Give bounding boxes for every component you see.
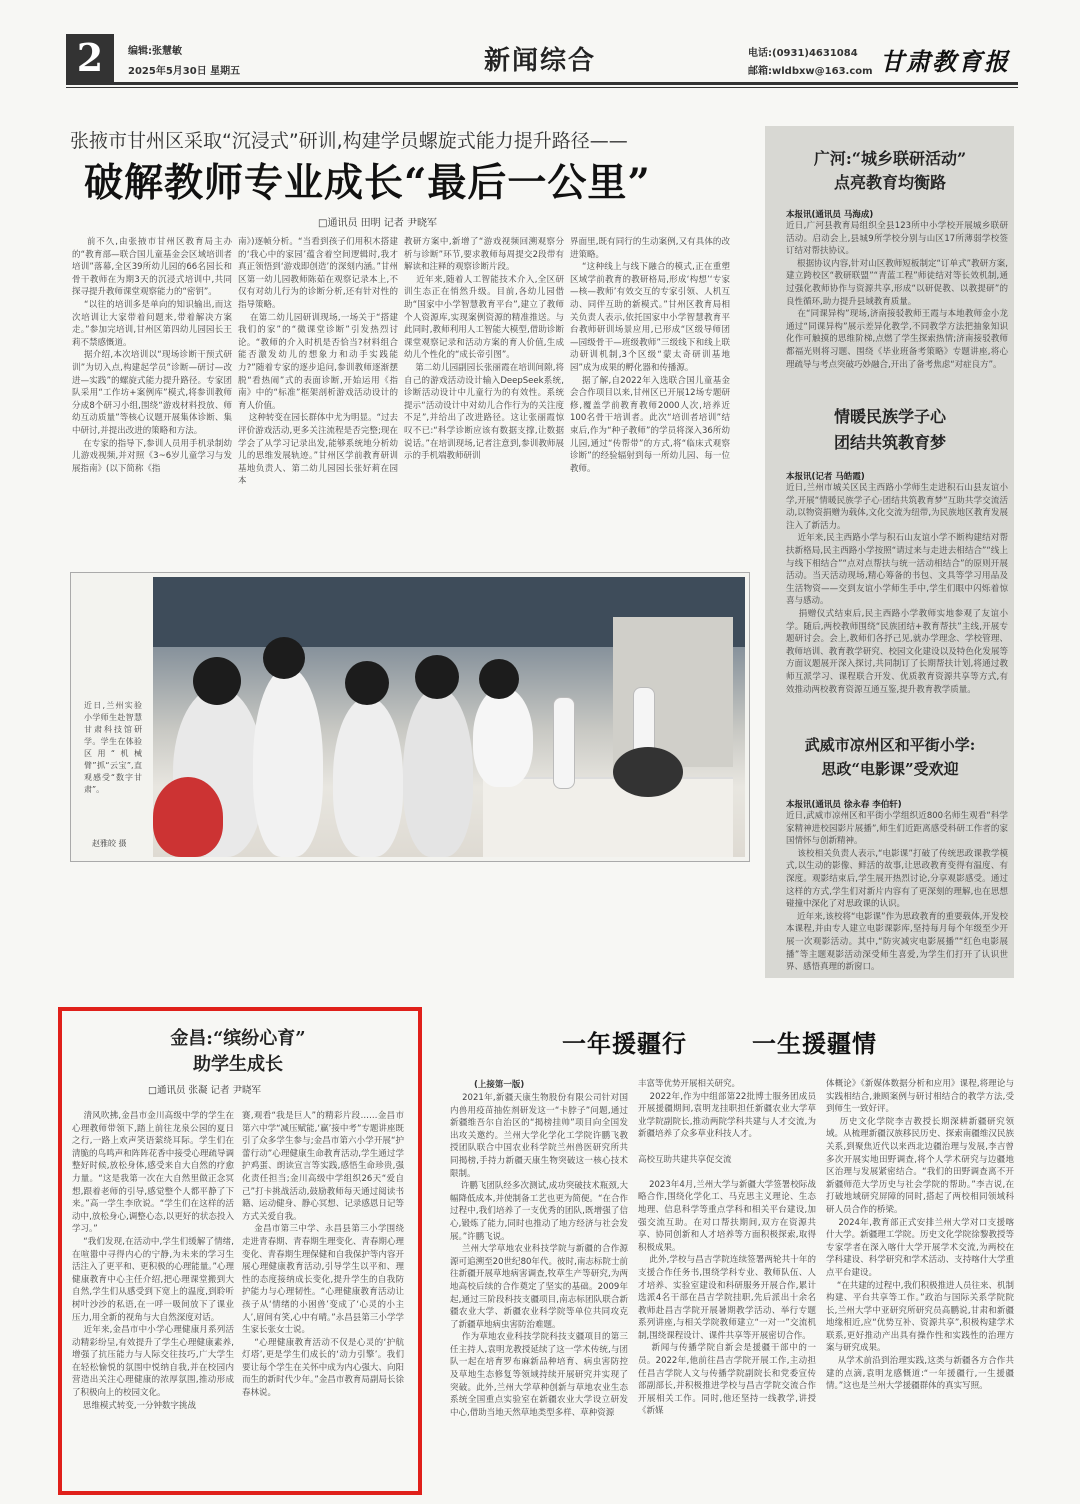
sidebar-1-body: 近日,广河县教育局组织全县123所中小学校开展城乡联研活动。启动会上,县城9所学校分别与山区17所薄弱学校签订结对帮扶协议。 根据协议内容,针对山区教师短板制定“订单式”教研方案,建立跨校区“教研联盟”“青蓝工程”师徒结对等长效机制,通过强化教师协作与资源共享,形成“以研促教、以教提研”的良性循环,助力提升县域教育质量。 在“同课异构”现场,济南接驳教师王霞与本地教师金小龙通过“同课异构”展示差异化教学,不同教学方法把抽象知识化作可触摸的思维阶梯,点燃了学生探索热情;济南接驳教师都福光则将习题、围绕《毕业班备考策略》专题讲座,将心理疏导与考点突破巧妙融合,开出了备考焦虑“对症良方”。 <box>786 221 1008 370</box>
sidebar-2-title-2: 团结共筑教育梦 <box>833 433 946 452</box>
masthead-logo: 甘肃教育报 <box>880 47 1010 76</box>
boxed-title-1: 金昌:“缤纷心育” <box>170 1028 306 1049</box>
lead-column-4: 界面里,既有同行的生动案例,又有具体的改进策略。 “这种线上与线下融合的模式,正在重塑区域学前教育的教研格局,形成‘构想’‘专家—核—教师’有效交互的专家引领、人机互动、同伴互助的新模式。”甘州区教育局相关负责人表示,依托国家中小学智慧教育平台教师研训场景应用,已形成“区级导师团—园级骨干—班级教师”三级线下和线上联动研训机制,3个区级“蒙太奇研训基地园”成为成果的孵化器和传播源。 据了解,自2022年入选联合国儿童基金会合作项目以来,甘州区已开展12场专题研修,覆盖学前教育教师2000人次,培养近100名骨干培训者。此次“培训者培训”结束后,作为“种子教师”的学员将深入36所幼儿园,通过“传帮带”的方式,将“临床式观察诊断”的经验辐射到每一所幼儿园、每一位教师。 <box>570 237 730 474</box>
lead-column-3: 教研方案中,新增了“游戏视频回溯观察分析与诊断”环节,要求教师每周提交2段带有解读和注释的观察诊断片段。 近年来,随着人工智能技术介入,全区研训生态正在悄然升级。目前,各幼儿园借助“国家中小学智慧教育平台”,建立了教师个人资源库,实现案例资源的精准推送。与此同时,教师利用人工智能大模型,借助诊断课堂观察记录和活动方案的育人价值,生成幼儿个性化的“成长帝引图”。 第二幼儿园副园长张丽霞在培训间隙,将自己的游戏活动设计输入DeepSeek系统,诊断活动设计中儿童行为的有效性。系统提示“活动设计中对幼儿合作行为的关注度不足”,并给出了改进路径。这让张丽霞惊叹不已:“科学诊断应该有数据支撑,让数据说话。”在培训现场,记者注意到,参训教师展示的手机端教师研训 <box>404 237 564 462</box>
photo-robot-arm <box>553 697 575 789</box>
editor-line: 编辑:张慧敏 <box>128 46 182 57</box>
photo-caption: 近日,兰州实验小学师生赴智慧甘肃科技馆研学。学生在体验区用“机械臂”抓“云宝”,直观感受“数字甘肃”。 <box>84 701 142 794</box>
xinjiang-headline-2: 一生援疆情 <box>752 1029 877 1058</box>
sidebar-1-title-2: 点亮教育均衡路 <box>833 173 946 192</box>
news-photo <box>153 577 745 857</box>
sidebar-1-title-1: 广河:“城乡联研活动” <box>813 149 967 168</box>
sidebar-3-title-2: 思政“电影课”受欢迎 <box>821 760 959 778</box>
photo-mascot <box>613 747 683 797</box>
page-number: 2 <box>66 34 114 82</box>
sidebar-1-byline: 本报讯(通讯员 马海成) <box>786 210 874 220</box>
photo-student-3 <box>333 697 403 857</box>
contact-email: 邮箱:wldbxw@163.com <box>748 66 873 77</box>
photo-table <box>483 777 733 857</box>
lead-kicker: 张掖市甘州区采取“沉浸式”研训,构建学员螺旋式能力提升路径—— <box>70 130 628 152</box>
boxed-column-1: 清风吹拂,金昌市金川高级中学的学生在心理教师带领下,踏上前往龙泉公园的夏日之行,一路上欢声笑语萦绕耳际。学生们在清脆的鸟鸣声和阵阵花香中接受心理疏导调整好时候,放松身体,感受来自大自然的疗愈力量。“这是我第一次在大自然里做正念冥想,跟着老师的引导,感觉整个人都平静了下来。”高一学生李欣说。“学生们在这样的活动中,放松身心,调整心态,以更好的状态投入学习。” “我们发现,在活动中,学生们缓解了情绪,在喧嚣中寻得内心的宁静,为未来的学习生活注入了更平和、更积极的心理能量。”心理健康教育中心主任介绍,把心理课堂搬到大自然,学生们从感受到下宽上的温度,到聆听树叶沙沙的私语,在一呼一吸间放下了课业压力,用全新的视角与大自然深度对话。 近年来,金昌市中小学心理健康月系列活动精彩纷呈,有效提升了学生心理健康素养,增强了抗压能力与人际交往技巧,广大学生在轻松愉悦的氛围中悦纳自我,并在校园内营造出关注心理健康的浓厚氛围,推动形成了积极向上的校园文化。 思维模式转变,一分钟数字挑战 <box>72 1111 234 1411</box>
section-title: 新闻综合 <box>483 46 596 76</box>
xinjiang-headline-1: 一年援疆行 <box>562 1029 687 1058</box>
header-rule <box>66 82 1018 85</box>
lead-headline: 破解教师专业成长“最后一公里” <box>84 160 651 206</box>
issue-date: 2025年5月30日 星期五 <box>128 66 241 77</box>
photo-student-2 <box>253 667 323 857</box>
lead-column-1: 前不久,由张掖市甘州区教育局主办的“教育部—联合国儿童基金会区域培训者培训”落幕,全区39所幼儿园的66名园长和骨干教师在为期3天的沉浸式培训中,共同探寻提升教师课堂观察能力的“密钥”。 “以往的培训多是单向的知识输出,而这次培训让大家带着问题来,带着解决方案走。”参加完培训,甘州区第四幼儿园园长王莉不禁感慨道。 据介绍,本次培训以“现场诊断干预式研训”为切入点,构建起学员“诊断—研讨—改进—实践”的螺旋式能力提升路径。专家团队采用“工作坊+案例库”模式,将参训教师分成8个研习小组,围绕“游戏材料投放、师幼互动质量”等核心议题开展集体诊断、集中研讨,并提出改进的策略和方法。 在专家的指导下,参训人员用手机录制幼儿游戏视频,并对照《3~6岁儿童学习与发展指南》(以下简称《指 <box>72 237 232 474</box>
sidebar-2-byline: 本报讯(记者 马皓霞) <box>786 472 865 482</box>
lead-byline: □通讯员 田明 记者 尹晓军 <box>318 218 437 229</box>
sidebar-3-title-1: 武威市凉州区和平街小学: <box>804 736 976 754</box>
lead-column-2: 南》)逐帧分析。“当看到孩子们用积木搭建的‘我心中的家园’蕴含着空间逻辑时,我才真正领悟到‘游戏即创造’的深刻内涵。”甘州区第一幼儿园教师陈茹在观察记录本上,不仅有对幼儿行为的诊断分析,还有针对性的指导策略。 在第二幼儿园研训现场,一场关于“搭建我们的家”的“微课堂诊断”引发热烈讨论。“教师的介入时机是否恰当?材料组合能否激发幼儿的想象力和动手实践能力?”随着专家的逐步追问,参训教师逐渐摆脱“看热闹”式的表面诊断,开始运用《指南》中的“标准”框架剖析游戏活动设计的育人价值。 这种转变在园长群体中尤为明显。“过去评价游戏活动,更多关注流程是否完整;现在学会了从学习记录出发,能够系统地分析幼儿的思维发展轨迹。”甘州区学前教育研训基地负责人、第二幼儿园园长张好莉在园本 <box>238 237 398 487</box>
photo-student-4 <box>403 687 473 857</box>
boxed-byline: □通讯员 张凝 记者 尹晓军 <box>148 1085 262 1096</box>
xinjiang-column-2: 丰富等优势开展相关研究。 2022年,作为中组部第22批博士服务团成员开展援疆期间,袁明龙挂职担任新疆农业大学草业学院副院长,推动两院学科共建与人才交流,为新疆培养了众多草业科技人才。 高校互助共建共享促交流 2023年4月,兰州大学与新疆大学签署校际战略合作,围绕化学化工、马克思主义理论、生态地理、信息科学等重点学科和相关平台建设,加强交流互助。在对口帮扶期间,双方在资源共享、协同创新和人才培养等方面积极探索,取得积极成果。 此外,学校与昌吉学院连续签署两轮共十年的支援合作任务书,围绕学科专业、教师队伍、人才培养、实验室建设和科研服务开展合作,累计选派4名干部在昌吉学院挂职,先后派出十余名教师赴昌吉学院开展暑期教学活动、举行专题系列讲座,与相关学院教师建立“一对一”交流机制,围绕课程设计、课件共享等开展密切合作。 新闻与传播学院自新会是援疆干部中的一员。2022年,他前往昌吉学院开展工作,主动担任昌吉学院人文与传播学院副院长和党委宣传部副部长,并积极推进学校与昌吉学院交流合作开展相关工作。同时,他还坚持一线教学,讲授《新媒 <box>638 1079 816 1417</box>
contact-phone: 电话:(0931)4631084 <box>748 48 858 59</box>
photo-red-scarf <box>153 777 223 857</box>
boxed-title-2: 助学生成长 <box>193 1054 283 1075</box>
photo-student-5 <box>473 687 533 787</box>
xinjiang-column-3: 体概论》《新媒体数据分析和应用》课程,将理论与实践相结合,兼顾案例与研讨相结合的教学方法,受到师生一致好评。 历史文化学院李吉教授长期深耕新疆研究领域。从梳理新疆汉族移民历史、探索南疆维汉民族关系,到聚焦近代以来西北边疆治理与发展,李吉曾多次开展实地田野调查,将个人学术研究与边疆地区治理与发展紧密结合。“我们的田野调查离不开新疆师范大学历史与社会学院的帮助。”李吉说,在打破地域研究屏障的同时,搭起了两校相同领域科研人员合作的桥梁。 2024年,教育部正式安排兰州大学对口支援喀什大学。新疆理工学院。历史文化学院徐黎教授等专家学者在深入喀什大学开展学术交流,为两校在学科建设、科学研究和学术活动、支持喀什大学重点平台建设。 “在共建的过程中,我们积极推进人员往来、机制构建、平台共享等工作。”政治与国际关系学院院长,兰州大学中亚研究所研究员高鹏说,甘肃和新疆地缘相近,应“优势互补、资源共享”,积极构建学术联系,更好推动产出具有操作性和实践性的治理方案与研究成果。 从学术前沿到治理实践,这类与新疆各方合作共建的点滴,袁明龙感慨道:“一年援疆行,一生援疆情。”这也是兰州大学援疆群体的真实写照。 <box>826 1079 1014 1392</box>
sidebar-3-byline: 本报讯(通讯员 徐永春 李伯轩) <box>786 800 902 810</box>
sidebar-2-title-1: 情暖民族学子心 <box>833 407 946 426</box>
photo-credit: 赵雅皎 摄 <box>92 839 127 848</box>
xinjiang-continued: (上接第一版) <box>474 1080 525 1090</box>
photo-exhibit-panel <box>613 617 733 767</box>
header-rule-thin <box>66 87 1018 88</box>
sidebar-3-body: 近日,武威市凉州区和平街小学组织近800名师生观看“科学家精神进校园影片展播”,师生们近距离感受科研工作者的家国情怀与创新精神。 该校相关负责人表示,“电影课”打破了传统思政课教学模式,以生动的影像、鲜活的故事,让思政教育变得有温度、有深度。观影结束后,学生展开热烈讨论,分享观影感受。通过这样的方式,学生们对新片内容有了更深刻的理解,也在思想碰撞中深化了对思政课的认识。 近年来,该校将“电影课”作为思政教育的重要载体,开发校本课程,并由专人建立电影课影库,坚持每月每个年级至少开展一次观影活动。其中,“防灾减灾电影展播”“红色电影展播”等主题观影活动深受师生喜爱,为学生们打开了认识世界、感悟真理的新窗口。 <box>786 811 1008 972</box>
boxed-column-2: 赛,观看“我是巨人”的精彩片段……金昌市第六中学“减压赋能,‘赢’接中考”专题讲座既引了众多学生参与;金昌市第六小学开展“护蕾行动”心理健康生命教育活动,学生通过学护鸡蛋、朗读宣言等实践,感悟生命珍贵,强化责任担当;金川高级中学组织26天“爱自己”打卡挑战活动,鼓励教师每天通过阅读书籍、运动健身、静心冥想、记录感恩日记等方式关爱自我。 金昌市第三中学、永昌县第三小学围绕走进青春期、青春期生理变化、青春期心理变化、青春期生理保健和自我保护等内容开展心理健康教育活动,引导学生以平和、理性的态度接纳成长变化,提升学生的自我防护能力与心理韧性。“心理健康教育活动让孩子从‘情绪的小困兽’变成了‘心灵的小主人’,眉间有笑,心中有晴。”永昌县第三小学学生家长张女士说。 “心理健康教育活动不仅是心灵的‘护航灯塔’,更是学生们成长的‘动力引擎’。我们要让每个学生在关怀中成为内心强大、向阳而生的新时代少年。”金昌市教育局副局长徐春林说。 <box>242 1111 404 1399</box>
xinjiang-column-1: 2021年,新疆天康生物股份有限公司针对国内兽用疫苗抽佐剂研发这一“卡脖子”问题,通过新疆维吾尔自治区的“揭榜挂帅”项目向全国发出攻关邀约。兰州大学化学化工学院许鹏飞教授团队联合中国农业科学院兰州兽医研究所共同揭榜,手持力新疆天康生物突破这一核心技术限制。 许鹏飞团队经多次测试,成功突破技术瓶颈,大幅降低成本,并使制备工艺也更为简便。“在合作过程中,我们培养了一支优秀的团队,既增强了信心,锻炼了能力,同时也推动了地方经济与社会发展。”许鹏飞说。 兰州大学草地农业科技学院与新疆的合作源源可追溯至20世纪80年代。彼时,南志标院士前往新疆开展草地病害调查,牧草生产等研究,为两地高校后续的合作奠定了坚实的基础。2009年起,通过三阶段科技支疆项目,南志标团队联合新疆农业大学、新疆农业科学院等单位共同攻克了新疆草地病虫害防治难题。 作为草地农业科技学院科技支疆项目的第三任主持人,袁明龙教授延续了这一学术传统,与团队一起在培育罗布麻新品种培育、病虫害防控及草地生态修复等领域持续开展研究并实现了突破。此外,兰州大学草种创新与草地农业生态系统全国重点实验室在新疆农业大学设立研发中心,借助当地天然草地类型多样、草种资源 <box>450 1093 628 1418</box>
sidebar-2-body: 近日,兰州市城关区民主西路小学师生走进积石山县友谊小学,开展“情暖民族学子心·团结共筑教育梦”互助共学交流活动,以物资捐赠为载体,文化交流为纽带,为民族地区教育发展注入了新活力。 近年来,民主西路小学与积石山友谊小学不断构建结对帮扶新格局,民主西路小学按照“请过来与走进去相结合”“线上与线下相结合”“点对点帮扶与统一活动相结合”的原则开展活动。当天活动现场,精心筹备的书包、文具等学习用品及生活物资——交到友谊小学师生手中,学生们眼中闪烁着惊喜与感动。 捐赠仪式结束后,民主西路小学教师实地参观了友谊小学。随后,两校教师围绕“民族团结+教育帮扶”主线,开展专题研讨会。会上,教师们各抒己见,就办学理念、学校管理、教师培训、教育教学研究、校园文化建设以及特色化发展等方面议题展开深入探讨,共同制订了长期帮扶计划,将通过教师互派学习、课程联合开发、优质教育资源共享等方式,有效推动两校教育资源互通互鉴,提升教育教学质量。 <box>786 483 1008 695</box>
